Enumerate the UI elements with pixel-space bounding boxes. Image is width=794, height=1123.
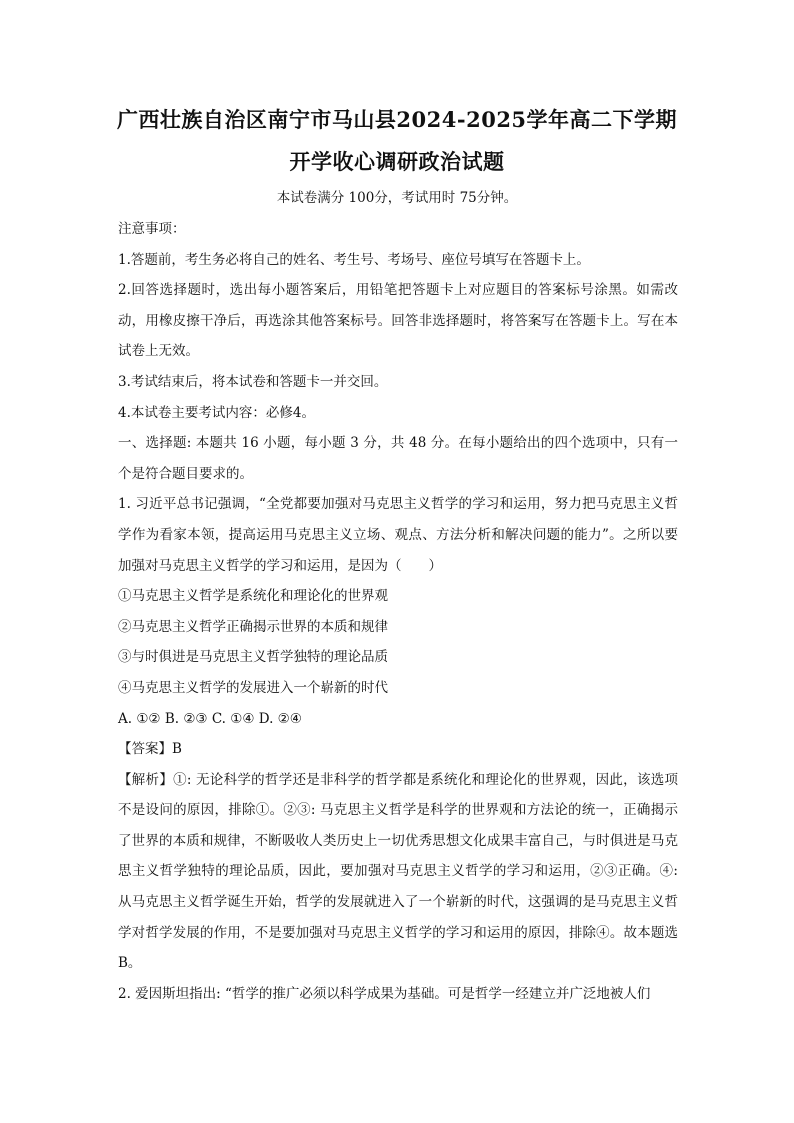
question-1-options: A. ①② B. ②③ C. ①④ D. ②④ bbox=[118, 710, 302, 727]
analysis-text: ①: 无论科学的哲学还是非科学的哲学都是系统化和理论化的世界观，因此，该选项不是设问的原因，排除①。②③: 马克思主义哲学是科学的世界观和方法论的统一，正确揭示了世界的本质和规律，不断吸收人类历史上一切优秀思想文化成果丰富自己，与时俱进是马克思主义哲学独特的理论品质，因此，要加强对马克思主义哲学的学习和运用，②③正确。④: 从马克思主义哲学诞生开始，哲学的发展就进入了一个崭新的时代，这强调的是马克思主义哲学对哲学发展的作用，不是要加强对马克思主义哲学的学习和运用的原因，排除④。故本题选 B。 bbox=[118, 771, 679, 972]
question-1-statement-2: ②马克思主义哲学正确揭示世界的本质和规律 bbox=[118, 618, 388, 635]
exam-title-line-2: 开学收心调研政治试题 bbox=[289, 149, 505, 174]
document-body bbox=[118, 214, 678, 1009]
note-item-1: 1.答题前，考生务必将自己的姓名、考生号、考场号、座位号填写在答题卡上。 bbox=[118, 251, 590, 268]
exam-title-line-1: 广西壮族自治区南宁市马山县2024-2025学年高二下学期 bbox=[116, 107, 678, 132]
section-heading: 一、选择题: 本题共 16 小题，每小题 3 分，共 48 分。在每小题给出的四个选项中，只有一个是符合题目要求的。 bbox=[118, 435, 678, 482]
answer-label: 【答案】 bbox=[118, 741, 172, 758]
exam-info: 本试卷满分 100分，考试用时 75分钟。 bbox=[276, 190, 518, 206]
question-1-answer bbox=[118, 734, 678, 765]
question-1-statement-4: ④马克思主义哲学的发展进入一个崭新的时代 bbox=[118, 679, 388, 696]
notes-heading: 注意事项： bbox=[118, 221, 186, 237]
question-1-statement-3: ③与时俱进是马克思主义哲学独特的理论品质 bbox=[118, 649, 388, 666]
note-item-4: 4.本试卷主要考试内容：必修4。 bbox=[118, 404, 315, 421]
note-item-2: 2.回答选择题时，选出每小题答案后，用铅笔把答题卡上对应题目的答案标号涂黑。如需改动，用橡皮擦干净后，再选涂其他答案标号。回答非选择题时，将答案写在答题卡上。写在本试卷上无效。 bbox=[118, 282, 678, 360]
question-1-statement-1: ①马克思主义哲学是系统化和理论化的世界观 bbox=[118, 588, 388, 605]
question-2-stem: 2. 爱因斯坦指出: “哲学的推广必须以科学成果为基础。可是哲学一经建立并广泛地被人们 bbox=[118, 985, 651, 1002]
question-1-analysis bbox=[118, 765, 678, 979]
analysis-label: 【解析】 bbox=[118, 771, 174, 788]
note-item-3: 3.考试结束后，将本试卷和答题卡一并交回。 bbox=[118, 373, 388, 390]
answer-value: B bbox=[172, 741, 182, 758]
question-1-stem: 1. 习近平总书记强调，“全党都要加强对马克思主义哲学的学习和运用，努力把马克思主义哲学作为看家本领，提高运用马克思主义立场、观点、方法分析和解决问题的能力”。之所以要加强对马克思主义哲学的学习和运用，是因为（ ） bbox=[118, 496, 678, 574]
